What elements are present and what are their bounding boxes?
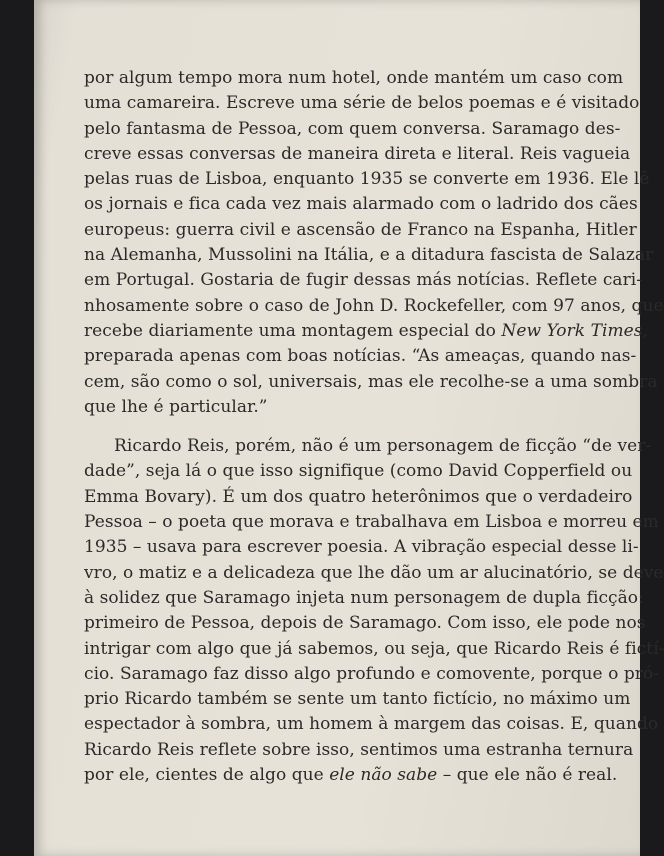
text-line: vro, o matiz e a delicadeza que lhe dão um ar alucinatório, se deve — [84, 562, 664, 583]
text-line: nhosamente sobre o caso de John D. Rockefeller, com 97 anos, que — [84, 295, 664, 316]
text-line: europeus: guerra civil e ascensão de Franco na Espanha, Hitler — [84, 219, 637, 240]
text-line: creve essas conversas de maneira direta e literal. Reis vagueia — [84, 143, 631, 164]
text-column — [84, 66, 664, 788]
text-line: Ricardo Reis, porém, não é um personagem de ficção “de ver- — [114, 436, 652, 457]
text-line: cio. Saramago faz disso algo profundo e comovente, porque o pró- — [84, 663, 660, 684]
text-line: por algum tempo mora num hotel, onde mantém um caso com — [84, 68, 624, 88]
text-line: prio Ricardo também se sente um tanto fictício, no máximo um — [84, 689, 631, 710]
text-line: dade”, seja lá o que isso signifique (como David Copperfield ou — [84, 461, 633, 482]
text-line: 1935 – usava para escrever poesia. A vibração especial desse li- — [84, 537, 639, 558]
italic-phrase: ele não sabe — [329, 765, 438, 786]
italic-title: New York Times — [501, 320, 643, 341]
text-line: intrigar com algo que já sabemos, ou seja, que Ricardo Reis é fictí- — [84, 638, 664, 659]
text-line: uma camareira. Escreve uma série de belos poemas e é visitado — [84, 93, 640, 114]
paragraph-2 — [84, 434, 664, 788]
text-segment: – que ele não é real. — [437, 765, 618, 786]
text-line: Ricardo Reis reflete sobre isso, sentimos uma estranha ternura — [84, 739, 634, 760]
book-page — [34, 0, 664, 856]
text-line: em Portugal. Gostaria de fugir dessas más notícias. Reflete cari- — [84, 270, 643, 291]
text-line: primeiro de Pessoa, depois de Saramago. Com isso, ele pode nos — [84, 613, 646, 634]
text-line: os jornais e fica cada vez mais alarmado com o ladrido dos cães — [84, 194, 638, 215]
text-line: cem, são como o sol, universais, mas ele recolhe-se a uma sombra — [84, 371, 658, 392]
text-line: preparada apenas com boas notícias. “As ameaças, quando nas- — [84, 346, 637, 367]
paragraph-1 — [84, 66, 664, 420]
text-line — [84, 319, 648, 344]
text-line: à solidez que Saramago injeta num personagem de dupla ficção: — [84, 587, 644, 608]
text-line: na Alemanha, Mussolini na Itália, e a ditadura fascista de Salazar — [84, 245, 654, 266]
text-line: espectador à sombra, um homem à margem das coisas. E, quando — [84, 714, 659, 735]
text-line: que lhe é particular.” — [84, 396, 268, 417]
text-line: Emma Bovary). É um dos quatro heterônimos que o verdadeiro — [84, 486, 633, 507]
text-segment: recebe diariamente uma montagem especial do — [84, 320, 502, 341]
text-segment: por ele, cientes de algo que — [84, 765, 330, 786]
text-line — [84, 763, 618, 788]
text-line: pelas ruas de Lisboa, enquanto 1935 se converte em 1936. Ele lê — [84, 169, 650, 190]
text-segment: , — [642, 320, 648, 341]
text-line: pelo fantasma de Pessoa, com quem conversa. Saramago des- — [84, 118, 621, 139]
text-line: Pessoa – o poeta que morava e trabalhava em Lisboa e morreu em — [84, 512, 659, 533]
